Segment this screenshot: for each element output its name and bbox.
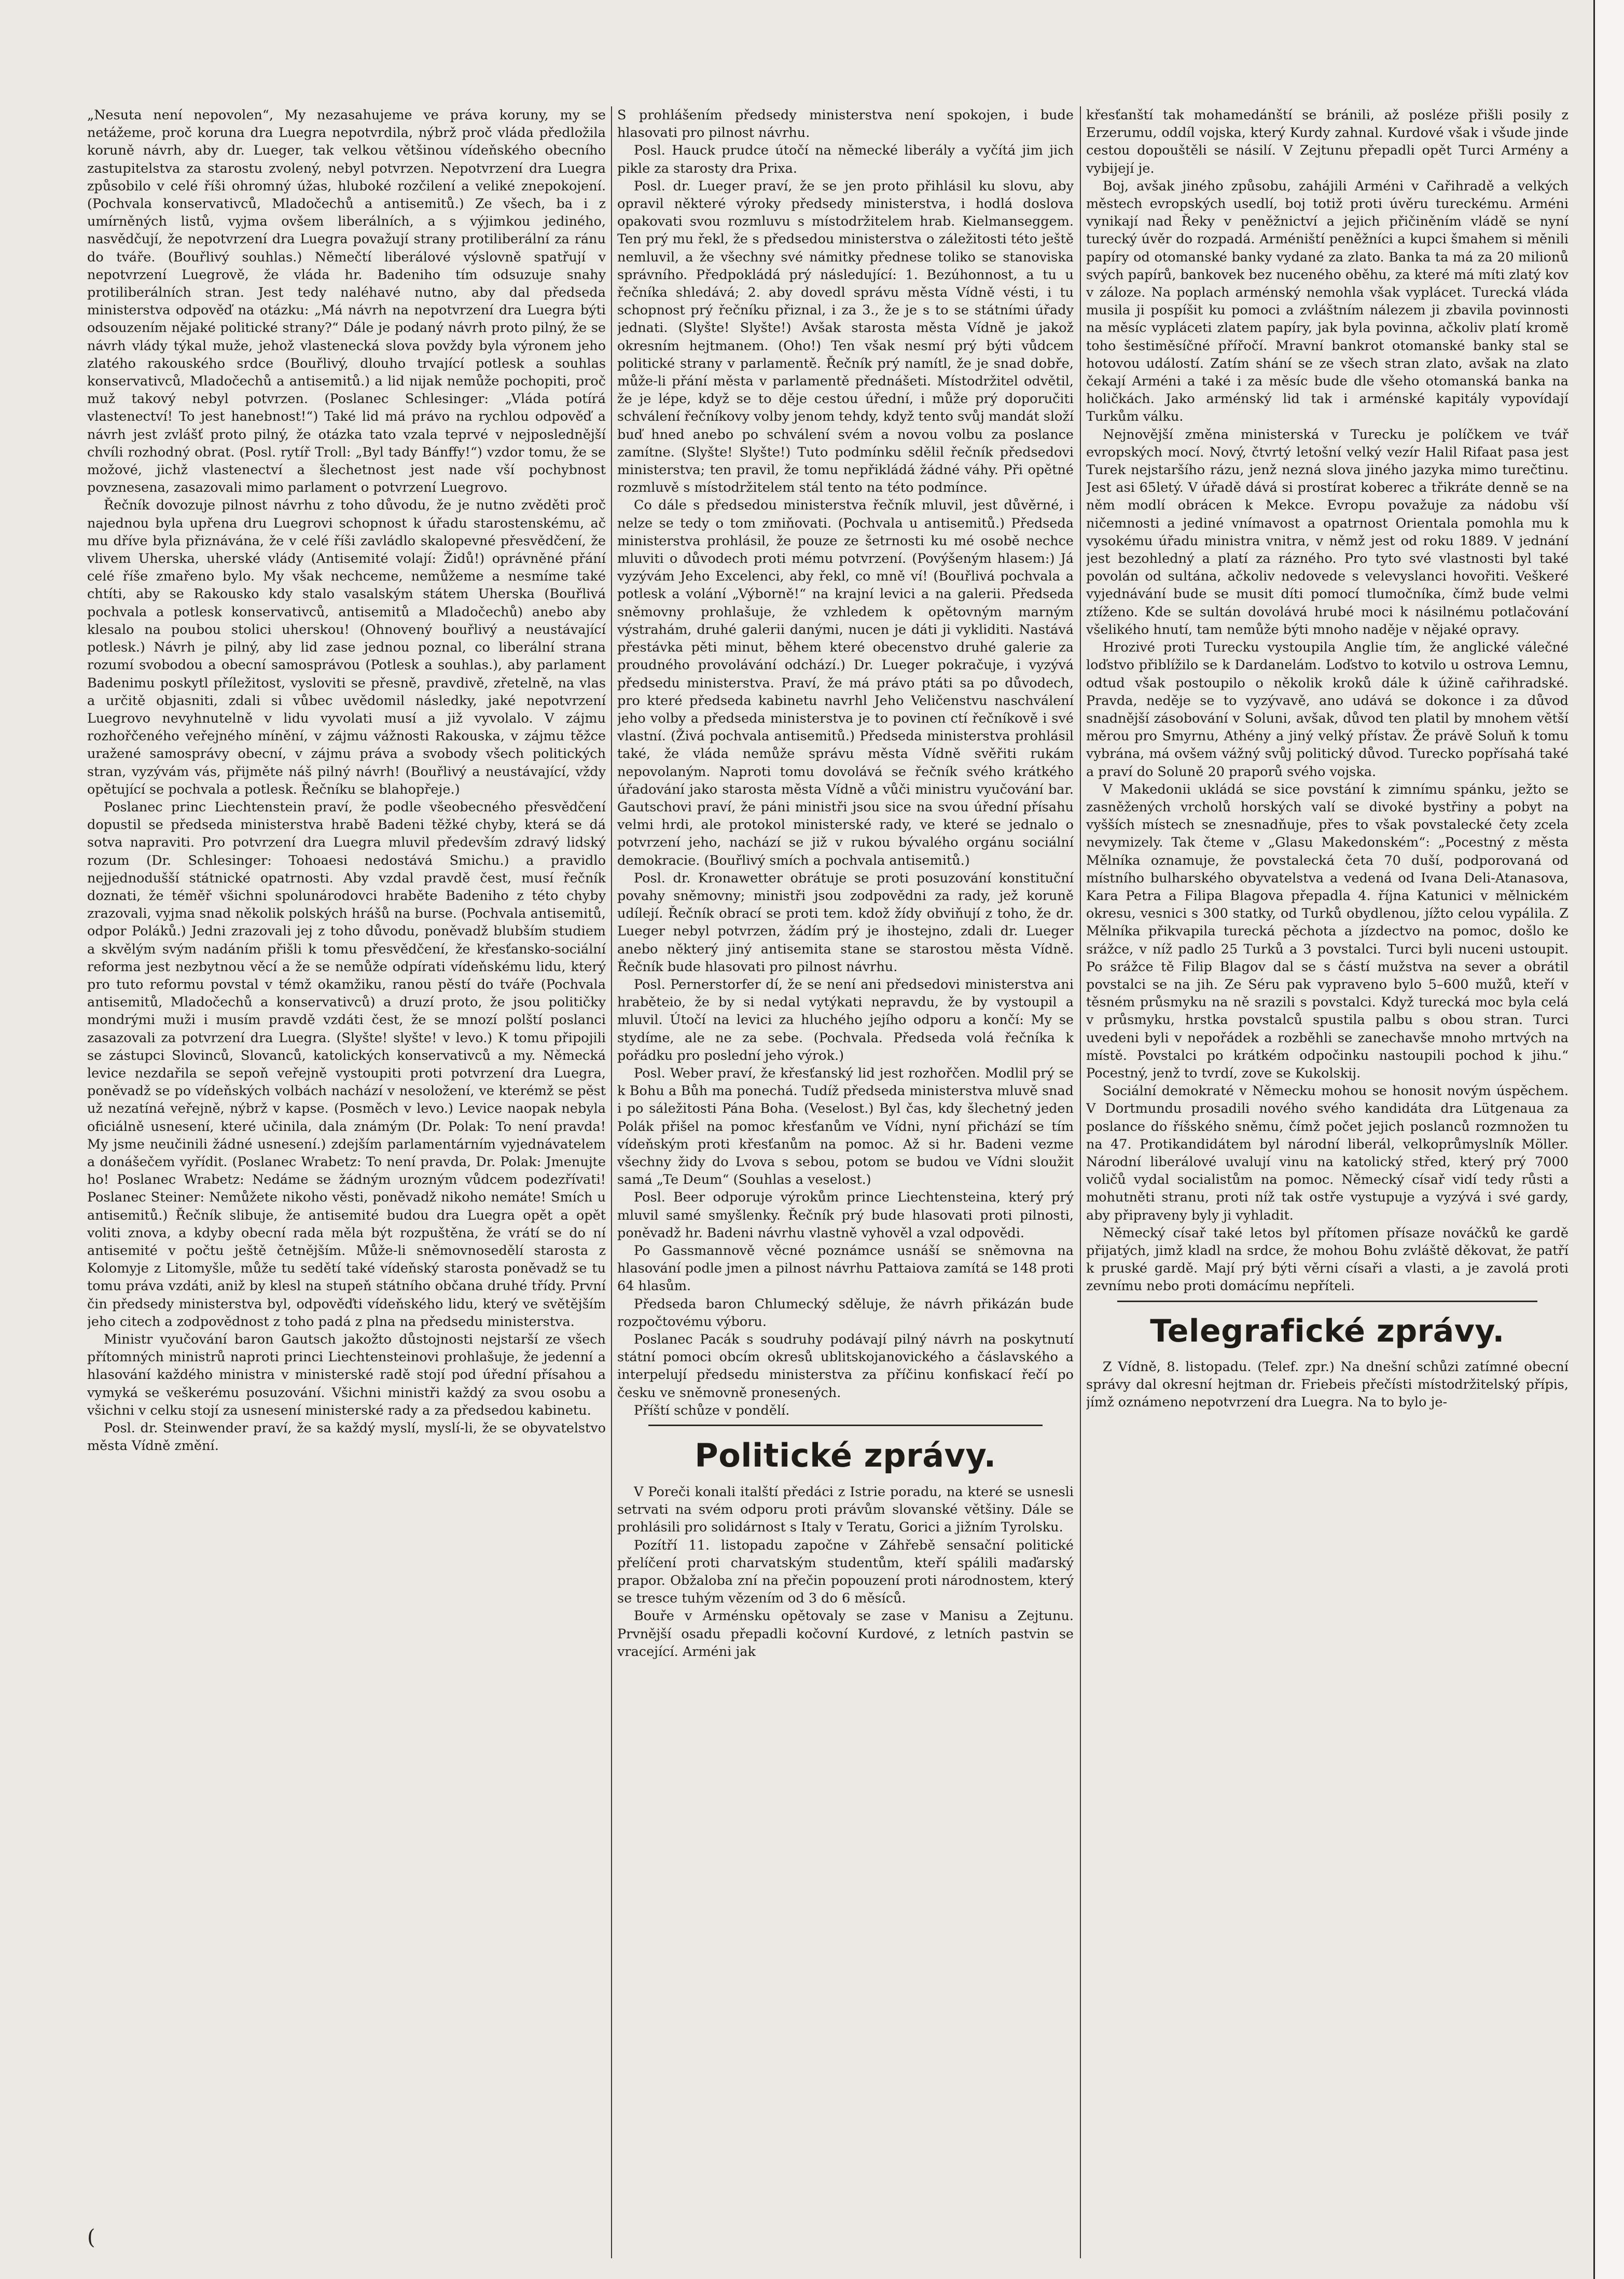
heading-rule: [648, 1425, 1043, 1426]
paragraph: V Poreči konali italští předáci z Istrie poradu, na které se usnesli setrvati na svém odporu proti právům slovanské většiny. Dále se prohlásili pro solidárnost s Italy v Teratu, Gorici a jižním Tyrolsku.: [617, 1484, 1074, 1536]
paragraph: Z Vídně, 8. listopadu. (Telef. zpr.) Na dnešní schůzi zatímné obecní správy dal okresní hejtman dr. Friebeis přečísti místodržitelský přípis, jímž oznámeno nepotvrzení dra Luegra. Na to bylo je-: [1086, 1359, 1569, 1411]
paragraph: Co dále s předsedou ministerstva řečník mluvil, jest důvěrné, i nelze se tedy o tom zmiňovati. (Pochvala u antisemitů.) Předseda ministerstva prohlásil, že pouze ze šetrnosti ku mé osobě nechce mluviti o důvodech proti mému potvrzení. (Povýšeným hlasem:) Já vyzývám Jeho Excelenci, aby řekl, co mně ví! (Bouřlivá pochvala a potlesk a volání „Výborně!“ na krajní levici a na galerii. Předseda sněmovny prohlašuje, že vzhledem k opětovným marným výstrahám, druhé galerii danými, nucen je dáti ji vykliditi. Nastává přestávka pěti minut, během které obecenstvo druhé galerie za proudného provolávání odchází.) Dr. Lueger pokračuje, i vyzývá předsedu ministerstva. Praví, že má právo ptáti sa po důvodech, pro které předseda kabinetu navrhl Jeho Veličenstvu naschválení jeho volby a předseda ministerstva je to povinen ctí řečníkově i své vlastní. (Živá pochvala antisemitů.) Předseda ministerstva prohlásil také, že vláda nemůže správu města Vídně svěřiti rukám nepovolaným. Naproti tomu dovolává se řečník svého krátkého úřadování jako starosta města Vídně a vůči ministru vyučování bar. Gautschovi praví, že páni ministři jsou sice na svou úřední přísahu velmi hrdi, ale protokol ministerské rady, ve které se jednalo o potvrzení jeho, nachází se již v rukou bývalého orgánu sociální demokracie. (Bouřlivý smích a pochvala antisemitů.): [617, 498, 1074, 868]
paragraph: Poslanec princ Liechtenstein praví, že podle všeobecného přesvědčení dopustil se předseda ministerstva hrabě Badeni těžké chyby, která se dá sotva napraviti. Pro potvrzení dra Luegra mluvil především zdravý lidský rozum (Dr. Schlesinger: Tohoaesi nedostává Smichu.) a pravidlo nejjednodušší státnické opatrnosti. Aby vzdal pravdě čest, musí řečník doznati, že téměř všichni spolunárodovci hraběte Badeniho z této chyby zrazovali, vyjma snad několik polských hrášů na burse. (Pochvala antisemitů, odpor Poláků.) Jedni zrazovali jej z toho důvodu, poněvadž blubším studiem a skvělým svým nadáním přišli k tomu přesvědčení, že křesťansko-sociální reforma jest nezbytnou věcí a že se nemůže odpírati vídeňskému lidu, který pro tuto reformu povstal v témž okamžiku, ranou pěstí do tváře (Pochvala antisemitů, Mladočechů a konservativců) a druzí proto, že jsou političky mondrými muži i musím pravdě vzdáti čest, že se mnozí polští poslanci zasazovali za potvrzení dra Luegra. (Slyšte! slyšte! v levo.) K tomu připojili se zástupci Slovinců, Slovanců, katolických konservativců a my. Německá levice nezdařila se sepoň veřejně vystoupiti proti potvrzení dra Luegra, poněvadž se po vídeňských volbách nachází v nesoložení, ve kterémž se pěst už nezatíná veřejně, nýbrž v kapse. (Posměch v levo.) Levice naopak nebyla oficiálně usnesení, které učinila, dala známým (Dr. Polak: To není pravda! My jsme neučinili žádné usnesení.) zdejším parlamentárním vyjednávatelem a donášečem vyřídit. (Poslanec Wrabetz: To není pravda, Dr. Polak: Jmenujte ho! Poslanec Wrabetz: Nedáme se žádným urozným vůdcem podezřívati! Poslanec Steiner: Nemůžete nikoho věsti, poněvadž nikoho nemáte! Smích u antisemitů.) Řečník slibuje, že antisemité budou dra Luegra opět a opět voliti znova, a kdyby obecní rada měla být rozpuštěna, že vrátí se do ní antisemité v počtu ještě četnějším. Může-li sněmovnosedělí starosta z Kolomyje z Litomyšle, může tu sedětí také vídeňský starosta poněvadž se tu tomu práva vzdáti, aniž by klesl na stupeň státního občana druhé třídy. První čin předsedy ministerstva byl, odpověďti vídeňského lidu, který ve světějším jeho citech a zodpovědnost z toho padá z plna na předsedu ministerstva.: [87, 799, 606, 1330]
paragraph: Posl. Hauck prudce útočí na německé liberály a vyčítá jim jich pikle za starosty dra Prixa.: [617, 143, 1074, 176]
paragraph: V Makedonii ukládá se sice povstání k zimnímu spánku, ježto se zasněžených vrcholů horských valí se divoké bystřiny a pobyt na vyšších místech se znesnadňuje, přes to však povstalecké čety zcela nevymizely. Tak čteme v „Glasu Makedonském“: „Pocestný z města Mělníka oznamuje, že povstalecká četa 70 duší, podporovaná od místního bulharského obyvatelstva a vedená od Ivana Deli-Atanasova, Kara Petra a Filipa Blagova přepadla 4. října Katunici v mělnickém okresu, vesnici s 300 statky, od Turků obydlenou, jížto celou vypálila. Z Mělníka přikvapila turecká pěchota a jízdectvo na pomoc, došlo ke srážce, v níž padlo 25 Turků a 3 povstalci. Turci byli nuceni ustoupit. Po srážce tě Filip Blagov dal se s částí mužstva na sever a obrátil povstalci se na jih. Ze Séru pak vypraveno bylo 5–600 mužů, kteří v těsném průsmyku na ně srazili s povstalci. Když turecká moc byla celá v průsmyku, hrstka povstalců spustila palbu s obou stran. Turci uvedeni byli v nepořádek a rozběhli se zanechavše mnoho mrtvých na místě. Povstalci po krátkém odpočinku nastoupili pochod k jihu.“ Pocestný, jenž to tvrdí, zove se Kukolskij.: [1086, 781, 1569, 1081]
paragraph: Sociální demokraté v Německu mohou se honosit novým úspěchem. V Dortmundu prosadili nového svého kandidáta dra Lütgenaua za poslance do říšského sněmu, čímž počet jejich poslanců rozmnožen tu na 47. Protikandidátem byl národní liberál, velkoprůmyslník Möller. Národní liberálové uvalují vinu na katolický střed, který prý 7000 voličů vydal socialistům na pomoc. Německý císař vidí tedy růsti a mohutněti stranu, proti níž tak ostře vystupuje a vyzývá i své gardy, aby připraveny byly ji vyhladit.: [1086, 1083, 1569, 1223]
column-right: [1086, 106, 1569, 2258]
section-heading-telegraficke-zpravy: Telegrafické zprávy.: [1150, 1313, 1505, 1349]
paragraph: Německý císař také letos byl přítomen přísaze nováčků ke gardě přijatých, jimž kladl na srdce, že mohou Bohu zvláště děkovat, že patří k pruské gardě. Mají prý býti věrni císaři a vlasti, a je zavolá proti zevnímu nebo proti domácímu nepříteli.: [1086, 1225, 1569, 1294]
paragraph: Příští schůze v pondělí.: [634, 1402, 790, 1418]
column-divider: [1080, 106, 1081, 2258]
paragraph: Boj, avšak jiného způsobu, zahájili Arméni v Cařihradě a velkých městech evropských usedlí, boj totiž proti úvěru tureckému. Arméni vynikají nad Řeky v peněžnictví a jejich přičiněním vládě se nyní turecký úvěr do rozpadá. Arméniští peněžníci a kupci šmahem si měnili papíry od otomanské banky vydané za zlato. Banka ta má za 20 milionů svých papírů, bankovek bez nuceného oběhu, za které má míti zlatý kov v záloze. Na poplach arménský nemohla však vyplácet. Turecká vláda musila ji pospíšit ku pomoci a zvláštním nálezem ji zbavila povinnosti na měsíc vypláceti zlatem papíry, jak byla povinna, ačkoliv platí kromě toho šestiměsíčné přířočí. Mravní bankrot otomanské banky stal se hotovou událostí. Zatím shání se ze všech stran zlato, avšak na zlato čekají Arméni a také i za měsíc bude dle všeho otomanská banka na holičkách. Jako arménský lid tak i arménské kapitály vypovídají Turkům válku.: [1086, 178, 1569, 425]
paragraph: Posl. dr. Lueger praví, že se jen proto přihlásil ku slovu, aby opravil některé výroky předsedy ministerstva, i hodlá doslova opakovati svou rozmluvu s místodržitelem hrab. Kielmanseggem. Ten prý mu řekl, že s předsedou ministerstva o záležitosti této ještě nemluvil, a že všechny své námitky přednese toliko se stanoviska správního. Předpokládá prý následující: 1. Bezúhonnost, a tu u řečníka shledává; 2. aby dovedl správu města Vídně vésti, i tu schopnost prý řečníku přiznal, i za 3., že je s to se státními úřady jednati. (Slyšte! Slyšte!) Avšak starosta města Vídně je jakož okresním hejtmanem. (Oho!) Ten však nesmí prý býti vůdcem politické strany v parlamentě. Řečník prý namítl, že je snad dobře, může-li přání města v parlamentě přednášeti. Místodržitel odvětil, že je lépe, když se to děje cestou úřední, i může prý doporučiti schválení řečníkovy volby jenom tehdy, když tento svůj mandát složí buď hned anebo po schválení svém a novou volbu za poslance zamítne. (Slyšte! Slyšte!) Tuto podmínku sdělil řečník předsedovi ministerstva; ten pravil, že tomu nepřikládá žádné váhy. Při opětné rozmluvě s místodržitelem stál tento na této podmínce.: [617, 178, 1074, 496]
column-left: [87, 106, 606, 2258]
paragraph: Posl. dr. Kronawetter obrátuje se proti posuzování konstituční povahy sněmovny; ministři jsou zodpovědni za rady, jež koruně udílejí. Řečník obrací se proti tem. kdož žídy obviňují z toho, že dr. Lueger nebyl potvrzen, žádím prý je ihostejno, zdali dr. Lueger anebo některý jiný antisemita stane se starostou města Vídně. Řečník bude hlasovati pro pilnost návrhu.: [617, 870, 1074, 975]
paragraph: Řečník dovozuje pilnost návrhu z toho důvodu, že je nutno zvěděti proč najednou byla upřena dru Luegrovi schopnost k úřadu starostenskému, ač mu dříve byla přiznávána, že v celé říši zavládlo skalopevné přesvědčení, že vlivem Uherska, uherské vlády (Antisemité volají: Židů!) oprávněné přání celé říše zmařeno bylo. My však nechceme, nemůžeme a nesmíme také chtíti, aby se Rakousko kdy stalo vasalským státem Uherska (Bouřlivá pochvala a potlesk konservativců, antisemitů a Mladočechů) anebo aby klesalo na poubou stolici uherskou! (Ohnovený bouřlivý a neustávající potlesk.) Návrh je pilný, aby lid zase jednou poznal, co liberální strana rozumí svobodou a obecní samosprávou (Potlesk a souhlas.), aby parlament Badenimu poskytl příležitost, vysloviti se přesně, pravdivě, zřetelně, na vlas a určitě objasniti, zdali si vůbec uvědomil následky, jaké nepotvrzení Luegrovo nevyhnutelně v lidu vyvolati musí a již vyvolalo. V zájmu rozhořčeného veřejného mínění, v zájmu vážnosti Rakouska, v zájmu těžce uražené samosprávy obecní, v zájmu práva a svobody všech politických stran, vyzývám vás, přijměte náš pilný návrh! (Bouřlivý a neustávající, vždy opětující se pochvala a potlesk. Řečníku se blahopřeje.): [87, 498, 606, 797]
paragraph: „Nesuta není nepovolen“, My nezasahujeme ve práva koruny, my se netážeme, proč koruna dra Luegra nepotvrdila, nýbrž proč vláda předložila koruně návrh, aby dr. Lueger, tak velkou většinou vídeňského obecního zastupitelstva za starostu zvolený, nebyl potvrzen. Nepotvrzení dra Luegra způsobilo v celé říši ohromný úžas, hluboké rozčilení a veliké znepokojení. (Pochvala konservativců, Mladočechů a antisemitů.) Ze všech, ba i z umírněných listů, vyjma ovšem liberálních, a s výjimkou jediného, nasvědčují, že nepotvrzení dra Luegra považují strany protiliberální za ránu do tváře. (Bouřlivý souhlas.) Němečtí liberálové výslovně spatřují v nepotvrzení Luegrově, že vláda hr. Badeniho tím odsuzuje snahy protiliberálních stran. Jest tedy naléhavé nutno, aby dal předseda ministerstva odpověď na otázku: „Má návrh na nepotvrzení dra Luegra býti odsouzením nějaké politické strany?“ Dále je podaný návrh proto pilný, že se návrh vlády týkal muže, jehož vlastenecká slova povždy byla výronem jeho zlatého rakouského srdce (Bouřlivý, dlouho trvající potlesk a souhlas konservativců, Mladočechů a antisemitů.) a lid nijak nemůže pochopiti, proč muž takový nebyl potvrzen. (Poslanec Schlesinger: „Vláda potírá vlastenectví! To jest hanebnost!“) Také lid má právo na rychlou odpověď a návrh jest zvlášť proto pilný, že otázka tato vzala teprvé v nejposlednější chvíli rozhodný obrat. (Posl. rytíř Troll: „Byl tady Bánffy!“) vzdor tomu, že se možové, jichž vlastenectví a šlechetnost jest nade vší pochybnost povznesena, zasazovali mimo parlament o potvrzení Luegrovo.: [87, 107, 606, 496]
paragraph: S prohlášením předsedy ministerstva není spokojen, i bude hlasovati pro pilnost návrhu.: [617, 107, 1074, 141]
paragraph: Poslanec Pacák s soudruhy podávají pilný návrh na poskytnutí státní pomoci obcím okresů ublitskojanovického a čáslavského a interpelují předsedu ministerstva za příčinu konfiskací řečí po česku ve sněmovně pronesených.: [617, 1332, 1074, 1401]
page-edge: [1593, 0, 1624, 2279]
paragraph: Po Gassmannově věcné poznámce usnáší se sněmovna na hlasování podle jmen a pilnost návrhu Pattaiova zamítá se 148 proti 64 hlasům.: [617, 1243, 1074, 1294]
paragraph: křesťanští tak mohamedánští se bránili, až posléze přišli posily z Erzerumu, oddíl vojska, který Kurdy zahnal. Kurdové však i všude jinde cestou dopouštěli se násilí. V Zejtunu přepadli opět Turci Armény a vybijejí je.: [1086, 107, 1569, 176]
paragraph: Hrozivé proti Turecku vystoupila Anglie tím, že anglické válečné loďstvo přiblížilo se k Dardanelám. Loďstvo to kotvilo u ostrova Lemnu, odtud však postoupilo o několik kroků dále k úžině cařihradské. Pravda, neděje se to vyzývavě, ano udává se dokonce i za důvod snadnější zásobování v Soluni, avšak, důvod ten platil by mnohem větší měrou pro Smyrnu, Athény a jiný velký přístav. Že právě Soluň k tomu vybrána, má ovšem vážný svůj politický důvod. Turecko popřísahá také a praví do Soluně 20 praporů svého vojska.: [1086, 640, 1569, 780]
heading-rule: [1117, 1301, 1537, 1302]
paragraph: Předseda baron Chlumecký sděluje, že návrh přikázán bude rozpočtovému výboru.: [617, 1296, 1074, 1330]
paragraph: Posl. dr. Steinwender praví, že sa každý myslí, myslí-li, že se obyvatelstvo města Vídně změní.: [87, 1420, 606, 1454]
paragraph: Nejnovější změna ministerská v Turecku je políčkem ve tvář evropských mocí. Nový, čtvrtý letošní velký vezír Halil Rifaat pasa jest Turek nejstaršího rázu, jenž nezná slova jiného jazyka mimo turečtinu. Jest asi 65letý. V úřadě dává si prostírat koberec a třikráte denně se na něm modlí obrácen k Mekce. Evropu považuje za nádobu vší ničemnosti a jediné vnímavost a opatrnost Orientala pomohla mu k vysokému úřadu ministra vnitra, v němž jest od roku 1889. V jednání jest bezohledný a platí za rázného. Pro tyto své vlastnosti byl také povolán od sultána, ačkoliv nedovede s velevyslanci hovořiti. Veškeré vyjednávání bude se musit díti pomocí tlumočníka, čímž bude velmi ztíženo. Kde se sultán dovolává hrubé moci k násilnému potlačování všelikého hnutí, tam nemůže býti mnoho naděje v nějaké opravy.: [1086, 426, 1569, 638]
paragraph: Ministr vyučování baron Gautsch jakožto důstojnosti nejstarší ze všech přítomných ministrů naproti princi Liechtensteinovi prohlašuje, že jedenní a hlasování každého ministra v ministerské radě stojí pod úřední přísahou a vymyká se veškerému posuzování. Všichni ministři každý za svou osobu a všichni v celku stojí za usnesení ministerské rady a za předsedou kabinetu.: [87, 1332, 606, 1418]
column-middle: [617, 106, 1074, 2258]
margin-mark: (: [87, 2226, 95, 2249]
paragraph: Posl. Pernerstorfer dí, že se není ani předsedovi ministerstva ani hraběteio, že by si nedal vytýkati nepravdu, že by vystoupil a mluvil. Útočí na levici za hluchého jejího odporu a končí: My se stydíme, ale ne za sebe. (Pochvala. Předseda volá řečníka k pořádku pro poslední jeho výrok.): [617, 976, 1074, 1063]
paragraph: Pozítří 11. listopadu započne v Záhřebě sensační politické přelíčení proti charvatským studentům, kteří spálili maďarský prapor. Obžaloba zní na přečin popouzení proti národnostem, který se tresce tuhým vězením od 3 do 6 měsíců.: [617, 1537, 1074, 1607]
paragraph: Posl. Beer odporuje výrokům prince Liechtensteina, který prý mluvil samé smyšlenky. Řečník prý bude hlasovati proti pilnosti, poněvadž hr. Badeni návrhu vlastně vyhověl a vzal odpovědi.: [617, 1190, 1074, 1241]
paragraph: Bouře v Arménsku opětovaly se zase v Manisu a Zejtunu. Prvnější osadu přepadli kočovní Kurdové, z letních pastvin se vracející. Arméni jak: [617, 1608, 1074, 1660]
paragraph: Posl. Weber praví, že křesťanský lid jest rozhořčen. Modlil prý se k Bohu a Bůh ma ponechá. Tudíž předseda ministerstva mluvě snad i po sáležitosti Pána Boha. (Veselost.) Byl čas, kdy šlechetný jeden Polák přišel na pomoc křesťanům ve Vídni, nyní přichází se tím vídeňským proti křesťanům na pomoc. Až si hr. Badeni vezme všechny židy do Lvova s sebou, potom se budou ve Vídni sloužit samá „Te Deum“ (Souhlas a veselost.): [617, 1065, 1074, 1188]
section-heading-politicke-zpravy: Politické zprávy.: [695, 1437, 996, 1475]
column-divider: [611, 106, 612, 2258]
